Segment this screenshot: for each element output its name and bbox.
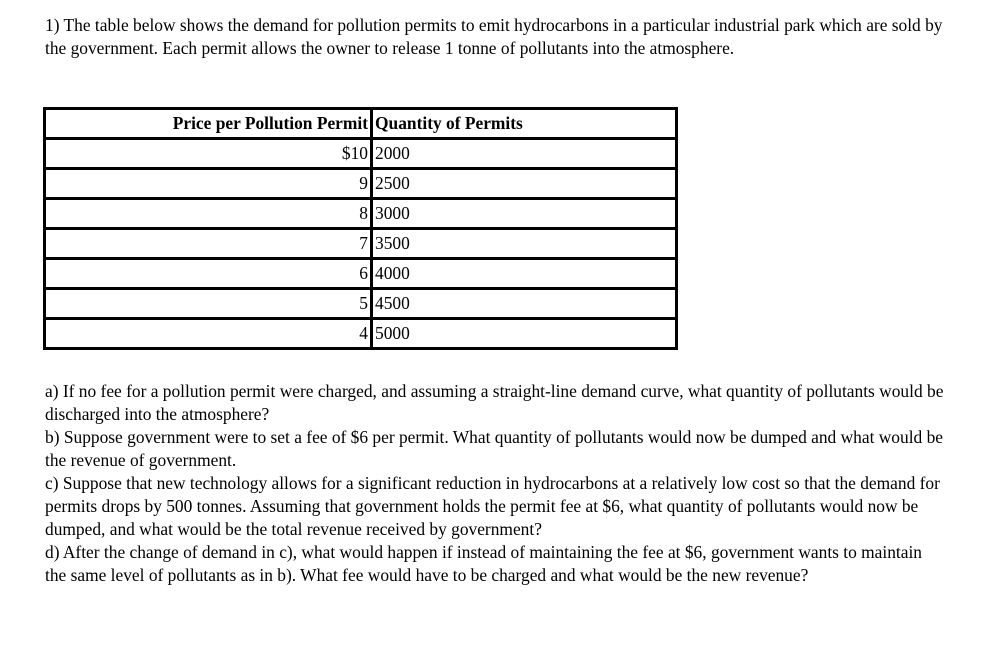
- question-d: d) After the change of demand in c), what would happen if instead of maintaining the fee at $6, government wants to maintain the same level of pollutants as in b). What fee would have to be charged and what would be the new revenue?: [45, 542, 922, 585]
- price-cell: 6: [46, 257, 373, 287]
- quantity-cell: 5000: [373, 317, 675, 347]
- price-cell: 9: [46, 167, 373, 197]
- price-cell: $10: [46, 137, 373, 167]
- question-c: c) Suppose that new technology allows for a significant reduction in hydrocarbons at a relatively low cost so that the demand for permits drops by 500 tonnes. Assuming that government holds the permit fee at $6, what quantity of pollutants would now be dumped, and what would be the total revenue received by government?: [45, 473, 940, 539]
- header-quantity: Quantity of Permits: [375, 113, 523, 133]
- quantity-cell: 2000: [373, 137, 675, 167]
- quantity-cell: 4500: [373, 287, 675, 317]
- quantity-cell: 3500: [373, 227, 675, 257]
- table-row: [46, 197, 675, 227]
- table-row: [46, 317, 675, 347]
- table-row: [46, 227, 675, 257]
- price-cell: 7: [46, 227, 373, 257]
- quantity-cell: 2500: [373, 167, 675, 197]
- price-cell: 8: [46, 197, 373, 227]
- price-cell: 5: [46, 287, 373, 317]
- intro-paragraph: 1) The table below shows the demand for pollution permits to emit hydrocarbons in a particular industrial park which are sold by the government. Each permit allows the owner to release 1 tonne of pollutants into the atmosphere.: [45, 15, 943, 58]
- table-row: [46, 257, 675, 287]
- table-row: [46, 167, 675, 197]
- questions-block: [45, 380, 945, 587]
- permit-demand-table: [43, 107, 678, 350]
- header-price: Price per Pollution Permit: [46, 110, 373, 137]
- question-b: b) Suppose government were to set a fee of $6 per permit. What quantity of pollutants would now be dumped and what would be the revenue of government.: [45, 427, 943, 470]
- table-row: [46, 137, 675, 167]
- quantity-cell: 4000: [373, 257, 675, 287]
- quantity-cell: 3000: [373, 197, 675, 227]
- price-cell: 4: [46, 317, 373, 347]
- question-a: a) If no fee for a pollution permit were charged, and assuming a straight-line demand curve, what quantity of pollutants would be discharged into the atmosphere?: [45, 381, 944, 424]
- table-row: [46, 287, 675, 317]
- table-header-row: [46, 110, 675, 137]
